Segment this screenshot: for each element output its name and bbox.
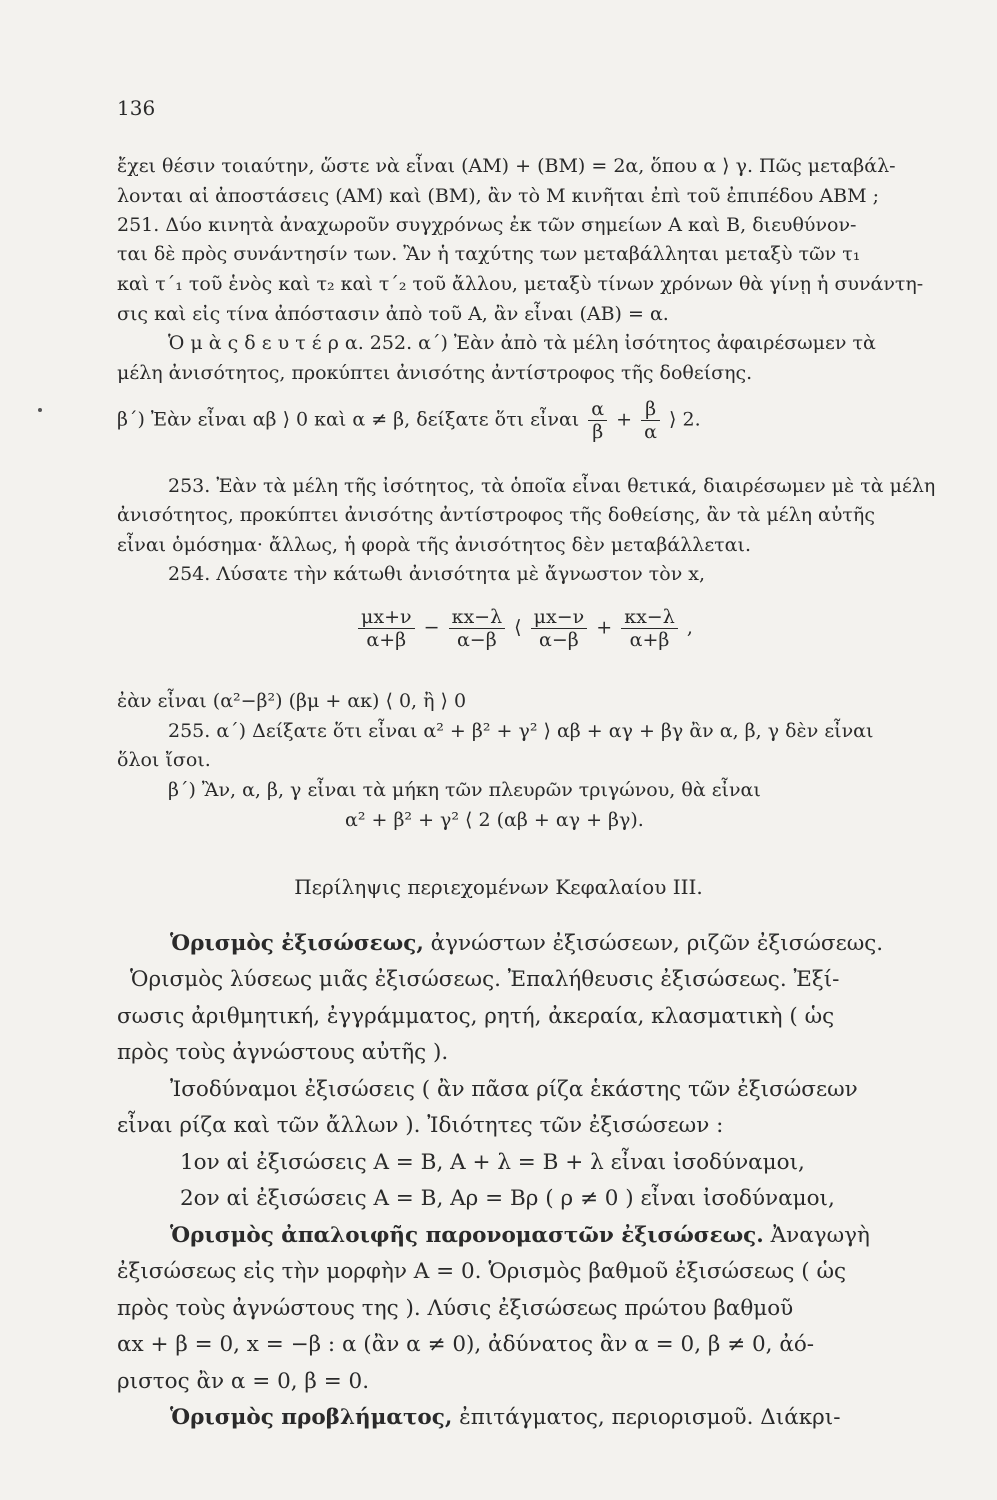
- summary-line: ριστος ἂν α = 0, β = 0.: [117, 1369, 370, 1394]
- summary-text: ἀγνώστων ἐξισώσεων, ριζῶν ἐξισώσεως.: [423, 931, 884, 956]
- text-line: 253. Ἐὰν τὰ μέλη τῆς ἰσότητος, τὰ ὁποῖα εἶναι θετικά, διαιρέσωμεν μὲ τὰ μέλη: [168, 475, 936, 497]
- summary-line: πρὸς τοὺς ἀγνώστους της ). Λύσις ἐξισώσεως πρώτου βαθμοῦ: [117, 1296, 794, 1321]
- fraction-1: [358, 606, 415, 651]
- fraction-numerator: α: [588, 398, 607, 421]
- fraction-denominator: α+β: [629, 629, 670, 651]
- bold-term: Ὁρισμὸς προβλήματος,: [170, 1405, 453, 1430]
- summary-heading: Περίληψις περιεχομένων Κεφαλαίου III.: [294, 875, 703, 899]
- text-line: ἐὰν εἶναι (α²−β²) (βμ + ακ) ⟨ 0, ἢ ⟩ 0: [117, 690, 467, 712]
- comma: ,: [686, 616, 693, 639]
- fraction-numerator: μx+ν: [358, 606, 415, 629]
- text-line: ἔχει θέσιν τοιαύτην, ὥστε νὰ εἶναι (ΑΜ) + (ΒΜ) = 2α, ὅπου α ⟩ γ. Πῶς μεταβάλ-: [117, 155, 896, 177]
- text-line: α² + β² + γ² ⟨ 2 (αβ + αγ + βγ).: [345, 809, 644, 831]
- summary-line: Ὁρισμὸς λύσεως μιᾶς ἐξισώσεως. Ἐπαλήθευσις ἐξισώσεως. Ἐξί-: [130, 967, 840, 992]
- fraction-numerator: μx−ν: [531, 606, 588, 629]
- summary-line: [170, 929, 883, 959]
- summary-line: πρὸς τοὺς ἀγνώστους αὐτῆς ).: [117, 1040, 449, 1065]
- summary-line: [170, 1221, 870, 1251]
- summary-line: Ἰσοδύναμοι ἐξισώσεις ( ἂν πᾶσα ρίζα ἑκάστης τῶν ἐξισώσεων: [170, 1077, 858, 1102]
- summary-text: Ἀναγωγὴ: [763, 1223, 870, 1248]
- text-line: μέλη ἀνισότητος, προκύπτει ἀνισότης ἀντίστροφος τῆς δοθείσης.: [117, 362, 753, 384]
- text-line: 254. Λύσατε τὴν κάτωθι ἀνισότητα μὲ ἄγνωστον τὸν x,: [168, 563, 706, 585]
- text-line: 255. α΄) Δείξατε ὅτι εἶναι α² + β² + γ² ⟩ αβ + αγ + βγ ἂν α, β, γ δὲν εἶναι: [168, 720, 874, 742]
- fraction-numerator: β: [641, 398, 660, 421]
- formula-prefix: β΄) Ἐὰν εἶναι αβ ⟩ 0 καὶ α ≠ β, δείξατε ὅτι εἶναι: [117, 408, 580, 431]
- fraction-denominator: β: [592, 421, 604, 443]
- fraction-denominator: α+β: [366, 629, 407, 651]
- minus-sign: −: [423, 616, 440, 639]
- plus-sign: +: [596, 616, 613, 639]
- text-line: εἶναι ὁμόσημα· ἄλλως, ἡ φορὰ τῆς ἀνισότητος δὲν μεταβάλλεται.: [117, 534, 752, 556]
- text-line: β΄) Ἂν, α, β, γ εἶναι τὰ μήκη τῶν πλευρῶν τριγώνου, θὰ εἶναι: [168, 779, 761, 801]
- text-line: καὶ τ΄₁ τοῦ ἑνὸς καὶ τ₂ καὶ τ΄₂ τοῦ ἄλλου, μεταξὺ τίνων χρόνων θὰ γίνῃ ἡ συνάντη-: [117, 273, 924, 295]
- summary-text: ἐπιτάγματος, περιορισμοῦ. Διάκρι-: [452, 1405, 841, 1430]
- fraction-4: [621, 606, 678, 651]
- summary-line: 1ον αἱ ἐξισώσεις Α = Β, Α + λ = Β + λ εἶναι ἰσοδύναμοι,: [180, 1150, 805, 1175]
- text-line: ται δὲ πρὸς συνάντησίν των. Ἂν ἡ ταχύτης των μεταβάλληται μεταξὺ τῶν τ₁: [117, 243, 861, 265]
- fraction-beta-alpha: [641, 398, 660, 443]
- text-line: Ὁ μ ὰ ς δ ε υ τ έ ρ α. 252. α΄) Ἐὰν ἀπὸ τὰ μέλη ἰσότητος ἀφαιρέσωμεν τὰ: [168, 332, 876, 354]
- text-line: ὅλοι ἴσοι.: [117, 749, 211, 771]
- plus-sign: +: [616, 408, 633, 431]
- summary-line: 2ον αἱ ἐξισώσεις Α = Β, Αρ = Βρ ( ρ ≠ 0 ) εἶναι ἰσοδύναμοι,: [180, 1186, 835, 1211]
- fraction-denominator: α−β: [539, 629, 579, 651]
- fraction-denominator: α: [644, 421, 657, 443]
- margin-dot: [38, 408, 42, 412]
- fraction-3: [531, 606, 588, 651]
- text-line: ἀνισότητος, προκύπτει ἀνισότης ἀντίστροφος τῆς δοθείσης, ἂν τὰ μέλη αὐτῆς: [117, 504, 875, 526]
- summary-line: σωσις ἀριθμητική, ἐγγράμματος, ρητή, ἀκεραία, κλασματικὴ ( ὡς: [117, 1004, 835, 1029]
- summary-line: ἐξισώσεως εἰς τὴν μορφὴν Α = 0. Ὁρισμὸς βαθμοῦ ἐξισώσεως ( ὡς: [117, 1259, 847, 1284]
- fraction-numerator: κx−λ: [621, 606, 678, 629]
- fraction-denominator: α−β: [456, 629, 497, 651]
- fraction-numerator: κx−λ: [449, 606, 506, 629]
- text-line: 251. Δύο κινητὰ ἀναχωροῦν συγχρόνως ἐκ τῶν σημείων Α καὶ Β, διευθύνον-: [117, 214, 857, 236]
- fraction-alpha-beta: [588, 398, 607, 443]
- formula-suffix: ⟩ 2.: [669, 408, 701, 431]
- summary-line: εἶναι ρίζα καὶ τῶν ἄλλων ). Ἰδιότητες τῶν ἐξισώσεων :: [117, 1113, 724, 1138]
- page-number: 136: [117, 96, 156, 120]
- summary-line: [170, 1403, 841, 1433]
- bold-term: Ὁρισμὸς ἐξισώσεως,: [170, 931, 424, 956]
- bold-term: Ὁρισμὸς ἀπαλοιφῆς παρονομαστῶν ἐξισώσεως.: [170, 1223, 764, 1248]
- summary-line: αx + β = 0, x = −β : α (ἂν α ≠ 0), ἀδύνατος ἂν α = 0, β ≠ 0, ἀό-: [117, 1332, 815, 1357]
- fraction-2: [449, 606, 506, 651]
- inequality-formula: [355, 606, 693, 651]
- text-line: λονται αἱ ἀποστάσεις (ΑΜ) καὶ (ΒΜ), ἂν τὸ Μ κινῆται ἐπὶ τοῦ ἐπιπέδου ΑΒΜ ;: [117, 185, 879, 207]
- less-than-sign: ⟨: [514, 616, 522, 639]
- text-line: σις καὶ εἰς τίνα ἀπόστασιν ἀπὸ τοῦ Α, ἂν εἶναι (ΑΒ) = α.: [117, 303, 669, 325]
- formula-line-b: [117, 398, 701, 443]
